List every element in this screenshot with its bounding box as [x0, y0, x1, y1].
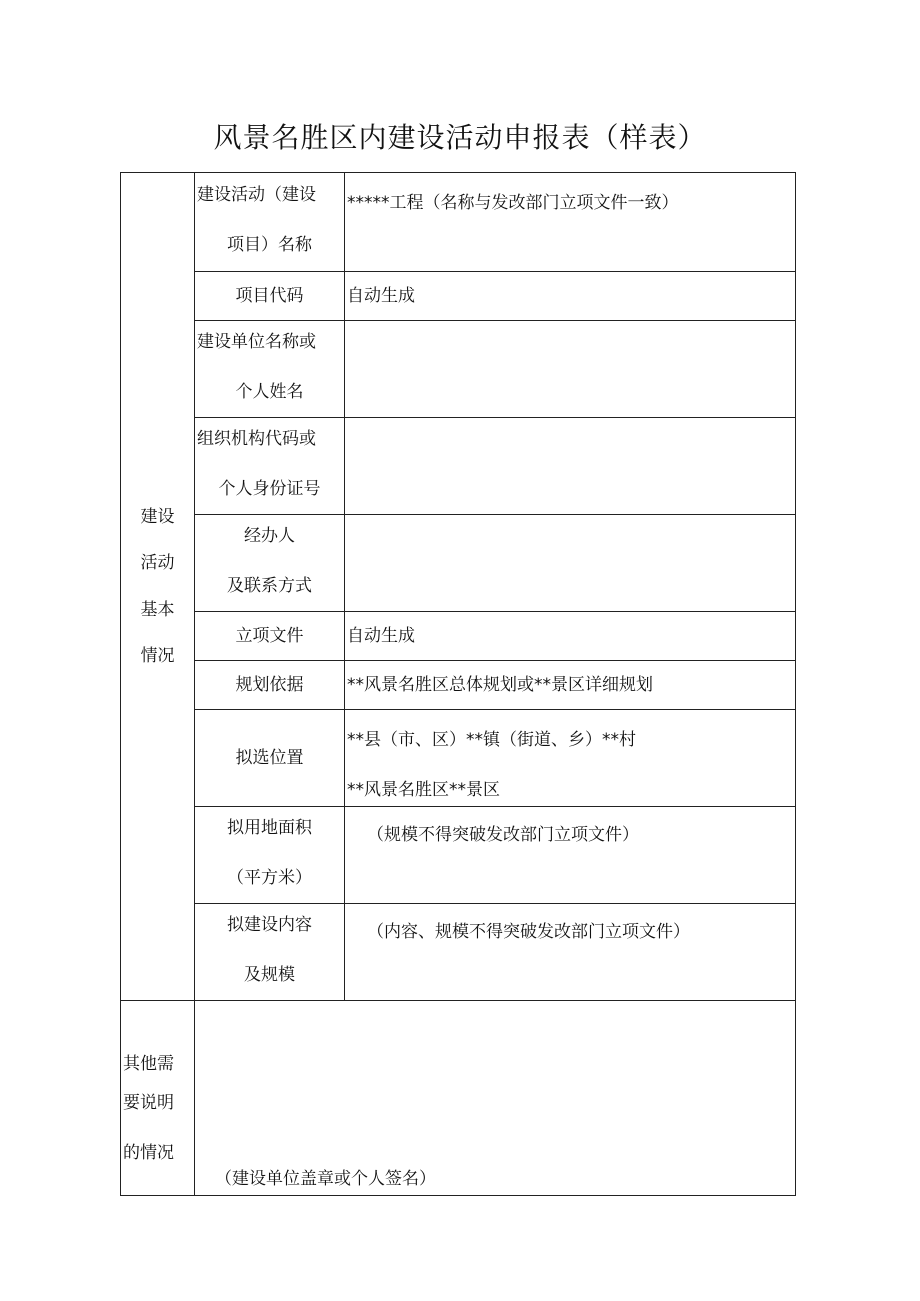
- field-label-applicant-name: [195, 321, 345, 418]
- field-label-line: 个人姓名: [235, 382, 304, 402]
- application-form-table: [120, 172, 796, 1196]
- field-value-land-area[interactable]: [345, 807, 796, 904]
- table-row: [121, 904, 796, 1001]
- field-value-org-code[interactable]: [345, 418, 796, 515]
- field-label-line: 及联系方式: [227, 576, 312, 596]
- field-value-text: *****工程（名称与发改部门立项文件一致）: [347, 193, 679, 213]
- page-title: 风景名胜区内建设活动申报表（样表）: [213, 121, 707, 154]
- field-label-land-area: [195, 807, 345, 904]
- field-value-planning-basis[interactable]: [345, 661, 796, 710]
- field-label-line: （平方米）: [227, 868, 312, 888]
- field-label-contact: [195, 515, 345, 612]
- field-value-project-name[interactable]: [345, 173, 796, 272]
- section-basic-label: [121, 173, 195, 1001]
- section-other-label-line: 其他需: [123, 1054, 174, 1075]
- section-basic-label-line: 活动: [140, 553, 175, 574]
- field-label-line: 立项文件: [235, 625, 304, 646]
- table-row: [121, 515, 796, 612]
- field-label-project-name: [195, 173, 345, 272]
- field-value-text: **风景名胜区总体规划或**景区详细规划: [347, 674, 653, 695]
- field-label-approval-doc: [195, 612, 345, 661]
- field-label-line: 项目代码: [235, 285, 304, 306]
- field-value-text: **风景名胜区**景区: [347, 780, 500, 801]
- field-label-construction-content: [195, 904, 345, 1001]
- table-row: [121, 661, 796, 710]
- field-value-construction-content[interactable]: [345, 904, 796, 1001]
- table-row: [121, 272, 796, 321]
- field-label-line: 组织机构代码或: [197, 428, 316, 449]
- field-label-line: 建设单位名称或: [197, 331, 316, 352]
- field-value-contact[interactable]: [345, 515, 796, 612]
- field-label-planning-basis: [195, 661, 345, 710]
- field-value-text: （内容、规模不得突破发改部门立项文件）: [367, 922, 690, 942]
- section-other-label-line: 要说明: [123, 1092, 174, 1113]
- field-label-project-code: [195, 272, 345, 321]
- table-row: [121, 173, 796, 272]
- field-value-applicant-name[interactable]: [345, 321, 796, 418]
- section-basic-label-line: 基本: [140, 599, 175, 620]
- table-row: [121, 710, 796, 807]
- field-value-other-notes[interactable]: [195, 1001, 796, 1196]
- field-label-line: 经办人: [244, 525, 295, 546]
- field-label-line: 拟用地面积: [227, 817, 312, 838]
- field-value-text: **县（市、区）**镇（街道、乡）**村: [347, 730, 636, 750]
- section-basic-label-line: 情况: [140, 645, 175, 666]
- field-value-text: 自动生成: [347, 285, 415, 306]
- field-value-text: 自动生成: [347, 625, 415, 646]
- signature-note: （建设单位盖章或个人签名）: [215, 1168, 436, 1189]
- field-label-line: 拟建设内容: [227, 914, 312, 935]
- field-value-location[interactable]: [345, 710, 796, 807]
- table-row: [121, 612, 796, 661]
- field-label-line: 及规模: [244, 965, 295, 985]
- table-row: [121, 418, 796, 515]
- field-label-location: [195, 710, 345, 807]
- field-label-line: 个人身份证号: [218, 479, 321, 499]
- section-basic-label-line: 建设: [140, 506, 175, 527]
- field-value-text: （规模不得突破发改部门立项文件）: [367, 825, 639, 845]
- field-label-line: 建设活动（建设: [197, 184, 316, 205]
- field-label-line: 规划依据: [235, 674, 304, 695]
- field-value-approval-doc[interactable]: [345, 612, 796, 661]
- table-row: [121, 807, 796, 904]
- section-other-label: [121, 1001, 195, 1196]
- field-label-line: 项目）名称: [227, 235, 312, 255]
- field-value-project-code[interactable]: [345, 272, 796, 321]
- table-row: [121, 321, 796, 418]
- table-row: [121, 1001, 796, 1196]
- field-label-org-code: [195, 418, 345, 515]
- section-other-label-line: 的情况: [123, 1143, 174, 1164]
- field-label-line: 拟选位置: [235, 747, 304, 768]
